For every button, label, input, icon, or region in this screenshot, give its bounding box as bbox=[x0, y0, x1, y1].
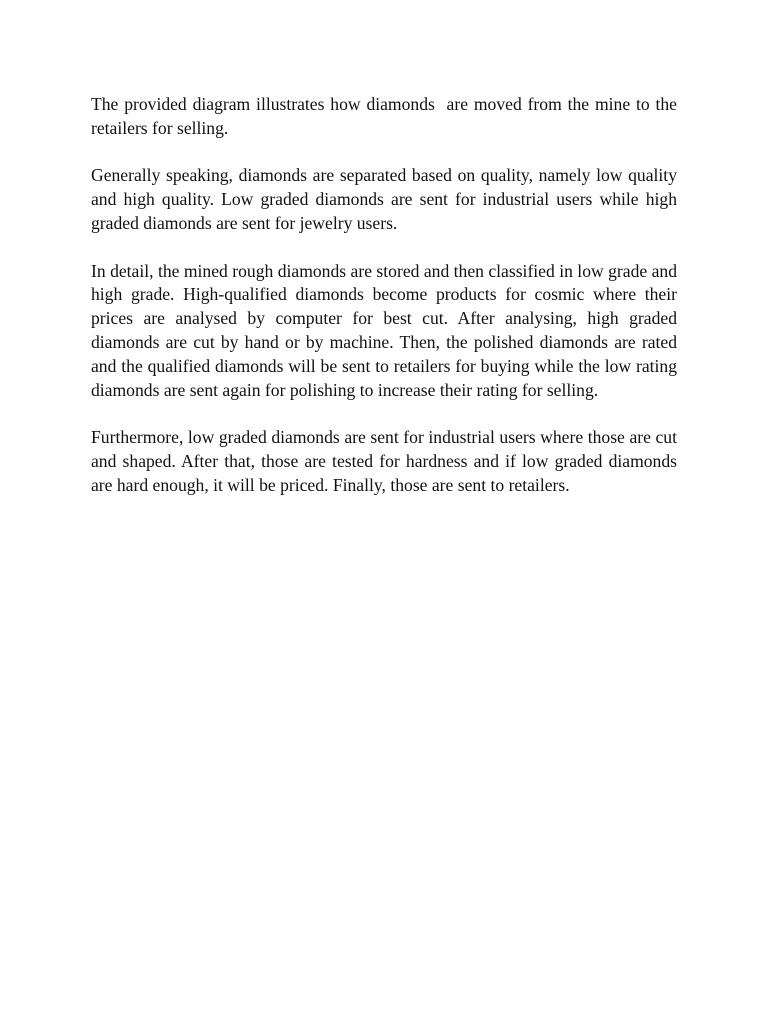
paragraph-intro: The provided diagram illustrates how diamonds are moved from the mine to the retailers for selling. bbox=[91, 94, 682, 138]
paragraph-high-grade-process: In detail, the mined rough diamonds are stored and then classified in low grade and high grade. High-qualified diamonds become products for cosmic where their prices are analysed by computer for best cut. After analysing, high graded diamonds are cut by hand or by machine. Then, the polished diamonds are rated and the qualified diamonds will be sent to retailers for buying while the low rating diamonds are sent again for polishing to increase their rating for selling. bbox=[91, 260, 682, 400]
document-body bbox=[91, 93, 682, 521]
paragraph-low-grade-process: Furthermore, low graded diamonds are sent for industrial users where those are cut and shaped. After that, those are tested for hardness and if low graded diamonds are hard enough, it will be priced. Finally, those are sent to retailers. bbox=[91, 427, 682, 495]
paragraph-overview: Generally speaking, diamonds are separated based on quality, namely low quality and high quality. Low graded diamonds are sent for industrial users while high graded diamonds are sent for jewelry users. bbox=[91, 165, 682, 233]
